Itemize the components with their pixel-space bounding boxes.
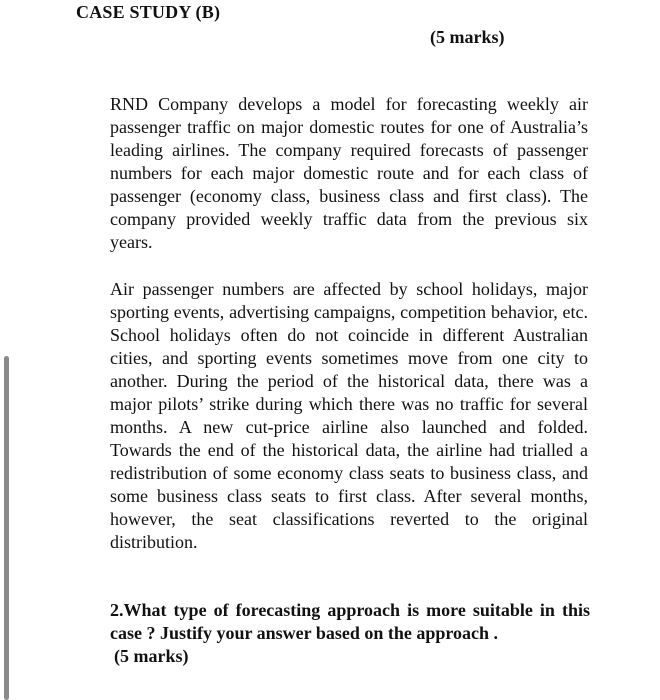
question-marks: (5 marks) [114, 646, 189, 666]
vertical-scrollbar[interactable] [4, 356, 9, 700]
case-paragraph-2: Air passenger numbers are affected by school holidays, major sporting events, advertising campaigns, competition behavior, etc. School holidays often do not coincide in different Australian cities, and sporting events sometimes move from one city to another. During the period of the historical data, there was a major pilots’ strike during which there was no traffic for several months. A new cut-price airline also launched and folded. Towards the end of the historical data, the airline had trialled a redistribution of some economy class seats to business class, and some business class seats to first class. After several months, however, the seat classifications reverted to the original distribution. [110, 279, 588, 552]
question-text: 2.What type of forecasting approach is more suitable in this case ? Justify your answer based on the approach . [110, 600, 590, 643]
case-paragraph-1: RND Company develops a model for forecasting weekly air passenger traffic on major domestic routes for one of Australia’s leading airlines. The company required forecasts of passenger numbers for each major domestic route and for each class of passenger (economy class, business class and first class). The company provided weekly traffic data from the previous six years. [110, 94, 588, 252]
case-study-title: CASE STUDY (B) [76, 2, 221, 22]
marks-label: (5 marks) [430, 27, 505, 47]
